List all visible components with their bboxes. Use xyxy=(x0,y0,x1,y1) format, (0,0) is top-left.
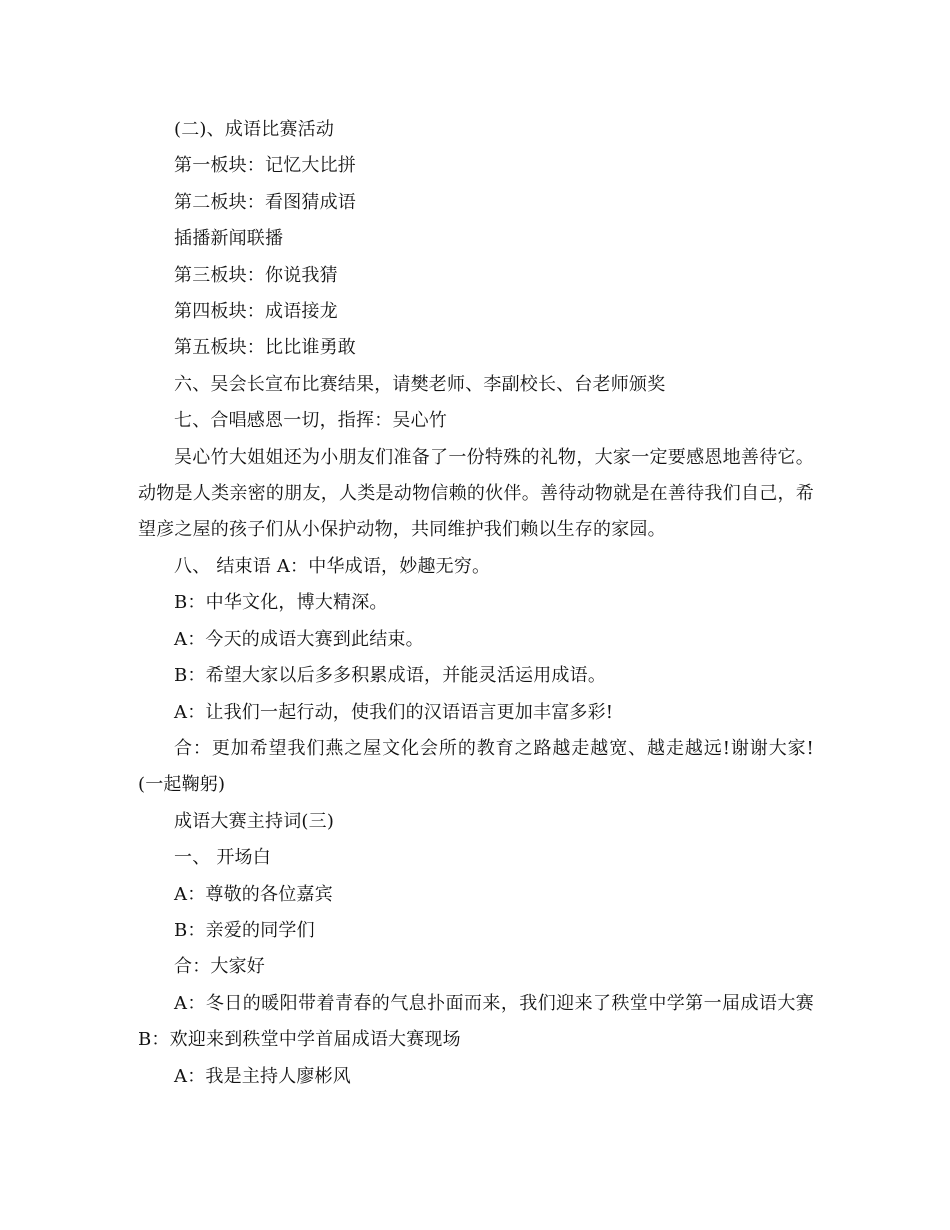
dialogue-line: 合：大家好 xyxy=(174,956,265,978)
dialogue-line: A：今天的成语大赛到此结束。 xyxy=(174,628,424,650)
closing-remarks-line: 八、 结束语 A：中华成语，妙趣无穷。 xyxy=(174,555,491,577)
news-insert-line: 插播新闻联播 xyxy=(174,228,284,250)
document-body xyxy=(138,112,814,1095)
dialogue-line: A：冬日的暖阳带着青春的气息扑面而来，我们迎来了秩堂中学第一届成语大赛 B：欢迎来到秩堂中学首届成语大赛现场 xyxy=(138,992,814,1051)
dialogue-line: 合：更加希望我们燕之屋文化会所的教育之路越走越宽、越走越远!谢谢大家!(一起鞠躬) xyxy=(138,737,814,796)
block-two-line: 第二板块：看图猜成语 xyxy=(174,191,356,213)
results-announcement-line: 六、吴会长宣布比赛结果，请樊老师、李副校长、台老师颁奖 xyxy=(174,373,666,395)
dialogue-line: A：尊敬的各位嘉宾 xyxy=(174,883,333,905)
gift-paragraph: 吴心竹大姐姐还为小朋友们准备了一份特殊的礼物，大家一定要感恩地善待它。动物是人类亲密的朋友，人类是动物信赖的伙伴。善待动物就是在善待我们自己，希望彦之屋的孩子们从小保护动物，共同维护我们赖以生存的家园。 xyxy=(138,446,814,541)
opening-heading: 一、 开场白 xyxy=(174,847,271,869)
block-one-line: 第一板块：记忆大比拼 xyxy=(174,155,356,177)
chorus-line: 七、合唱感恩一切，指挥：吴心竹 xyxy=(174,410,447,432)
section-title-host-script-three: 成语大赛主持词(三) xyxy=(174,810,335,832)
block-four-line: 第四板块：成语接龙 xyxy=(174,301,338,323)
block-three-line: 第三板块：你说我猜 xyxy=(174,264,338,286)
dialogue-line: B：希望大家以后多多积累成语，并能灵活运用成语。 xyxy=(174,665,607,687)
dialogue-line: B：亲爱的同学们 xyxy=(174,919,315,941)
block-five-line: 第五板块：比比谁勇敢 xyxy=(174,337,356,359)
dialogue-line: B：中华文化，博大精深。 xyxy=(174,592,388,614)
section-heading-competition: (二)、成语比赛活动 xyxy=(174,119,335,140)
dialogue-line: A：我是主持人廖彬风 xyxy=(174,1065,351,1087)
dialogue-line: A：让我们一起行动，使我们的汉语语言更加丰富多彩! xyxy=(174,701,614,723)
